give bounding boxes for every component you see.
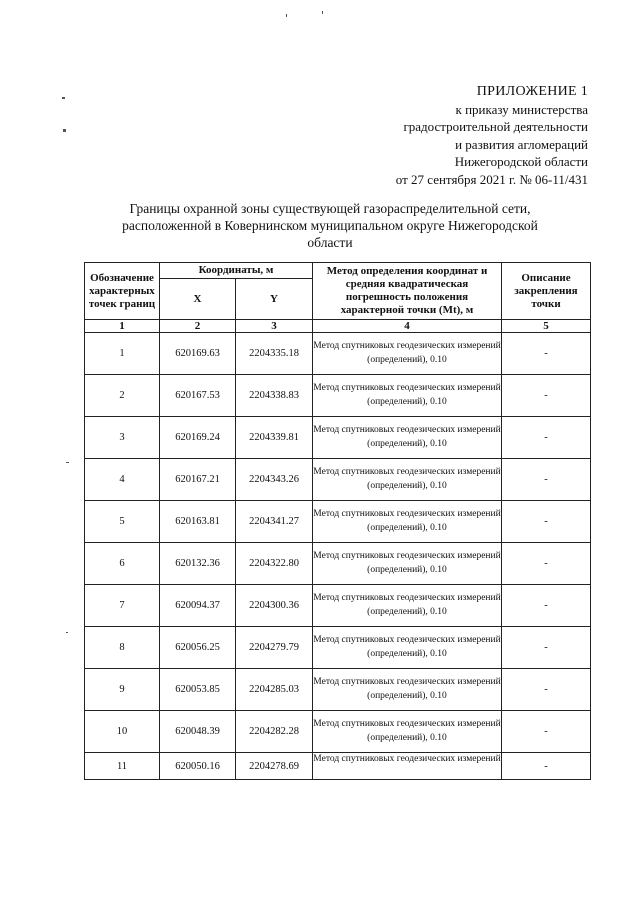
- cell-method: Метод спутниковых геодезических измерений (определений), 0.10: [313, 585, 502, 627]
- cell-point: 5: [85, 501, 160, 543]
- appendix-line: градостроительной деятельности: [403, 119, 588, 135]
- cell-method: Метод спутниковых геодезических измерений (определений), 0.10: [313, 711, 502, 753]
- header-x: X: [160, 279, 236, 320]
- cell-point: 11: [85, 753, 160, 780]
- table-row: [85, 543, 591, 585]
- cell-y: 2204341.27: [236, 501, 313, 543]
- scan-speck: [286, 14, 287, 17]
- table-row: [85, 711, 591, 753]
- cell-description: -: [502, 669, 591, 711]
- cell-description: -: [502, 501, 591, 543]
- document-title: [90, 200, 570, 251]
- cell-description: -: [502, 459, 591, 501]
- table-row: [85, 501, 591, 543]
- cell-description: -: [502, 375, 591, 417]
- header-y: Y: [236, 279, 313, 320]
- header-description: Описание закрепления точки: [502, 263, 591, 320]
- cell-y: 2204285.03: [236, 669, 313, 711]
- table-row: [85, 585, 591, 627]
- header-coordinates: Координаты, м: [160, 263, 313, 279]
- coordinates-table: [84, 262, 591, 780]
- cell-x: 620094.37: [160, 585, 236, 627]
- cell-method: Метод спутниковых геодезических измерений (определений), 0.10: [313, 333, 502, 375]
- cell-point: 2: [85, 375, 160, 417]
- cell-x: 620053.85: [160, 669, 236, 711]
- cell-point: 8: [85, 627, 160, 669]
- document-title-line: Границы охранной зоны существующей газораспределительной сети,: [129, 201, 531, 216]
- scan-speck: [63, 129, 66, 132]
- cell-method: Метод спутниковых геодезических измерений (определений), 0.10: [313, 543, 502, 585]
- appendix-line: и развития агломераций: [455, 136, 588, 152]
- document-title-line: расположенной в Ковернинском муниципальном округе Нижегородской: [122, 218, 538, 233]
- cell-description: -: [502, 711, 591, 753]
- column-number: 2: [160, 320, 236, 333]
- cell-method: Метод спутниковых геодезических измерений (определений), 0.10: [313, 375, 502, 417]
- cell-point: 4: [85, 459, 160, 501]
- cell-description: -: [502, 333, 591, 375]
- column-number: 4: [313, 320, 502, 333]
- cell-y: 2204322.80: [236, 543, 313, 585]
- column-number: 1: [85, 320, 160, 333]
- cell-y: 2204339.81: [236, 417, 313, 459]
- cell-y: 2204335.18: [236, 333, 313, 375]
- table-row: [85, 375, 591, 417]
- table-row: [85, 627, 591, 669]
- cell-description: -: [502, 627, 591, 669]
- appendix-line: от 27 сентября 2021 г. № 06-11/431: [395, 171, 588, 187]
- cell-point: 1: [85, 333, 160, 375]
- scan-speck: [322, 11, 323, 14]
- cell-point: 3: [85, 417, 160, 459]
- cell-y: 2204279.79: [236, 627, 313, 669]
- cell-x: 620169.63: [160, 333, 236, 375]
- cell-y: 2204343.26: [236, 459, 313, 501]
- appendix-header: [396, 83, 588, 189]
- cell-description: -: [502, 417, 591, 459]
- column-number: 3: [236, 320, 313, 333]
- scan-speck: [62, 97, 65, 99]
- table-row: [85, 417, 591, 459]
- cell-x: 620167.21: [160, 459, 236, 501]
- cell-x: 620056.25: [160, 627, 236, 669]
- cell-y: 2204278.69: [236, 753, 313, 780]
- cell-description: -: [502, 543, 591, 585]
- cell-y: 2204300.36: [236, 585, 313, 627]
- header-designation: Обозначение характерных точек границ: [85, 263, 160, 320]
- cell-point: 7: [85, 585, 160, 627]
- cell-method: Метод спутниковых геодезических измерений (определений), 0.10: [313, 669, 502, 711]
- header-method: Метод определения координат и средняя квадратическая погрешность положения характерной точки (Mt), м: [313, 263, 502, 320]
- table-row: [85, 669, 591, 711]
- table-row: [85, 753, 591, 780]
- cell-method: Метод спутниковых геодезических измерений (определений), 0.10: [313, 627, 502, 669]
- table-row: [85, 333, 591, 375]
- cell-x: 620163.81: [160, 501, 236, 543]
- cell-point: 10: [85, 711, 160, 753]
- table-row: [85, 459, 591, 501]
- cell-x: 620048.39: [160, 711, 236, 753]
- cell-description: -: [502, 753, 591, 780]
- document-title-line: области: [307, 235, 353, 250]
- cell-method: Метод спутниковых геодезических измерений (определений), 0.10: [313, 501, 502, 543]
- cell-x: 620167.53: [160, 375, 236, 417]
- cell-method: Метод спутниковых геодезических измерений (определений), 0.10: [313, 417, 502, 459]
- cell-y: 2204338.83: [236, 375, 313, 417]
- scan-speck: [66, 462, 69, 463]
- cell-x: 620050.16: [160, 753, 236, 780]
- cell-point: 9: [85, 669, 160, 711]
- cell-method: Метод спутниковых геодезических измерений: [313, 753, 502, 780]
- scan-speck: [66, 632, 68, 633]
- appendix-title: ПРИЛОЖЕНИЕ 1: [476, 84, 588, 99]
- cell-point: 6: [85, 543, 160, 585]
- cell-method: Метод спутниковых геодезических измерений (определений), 0.10: [313, 459, 502, 501]
- cell-y: 2204282.28: [236, 711, 313, 753]
- column-number: 5: [502, 320, 591, 333]
- cell-x: 620169.24: [160, 417, 236, 459]
- appendix-line: к приказу министерства: [455, 101, 588, 117]
- appendix-line: Нижегородской области: [454, 154, 588, 170]
- cell-description: -: [502, 585, 591, 627]
- cell-x: 620132.36: [160, 543, 236, 585]
